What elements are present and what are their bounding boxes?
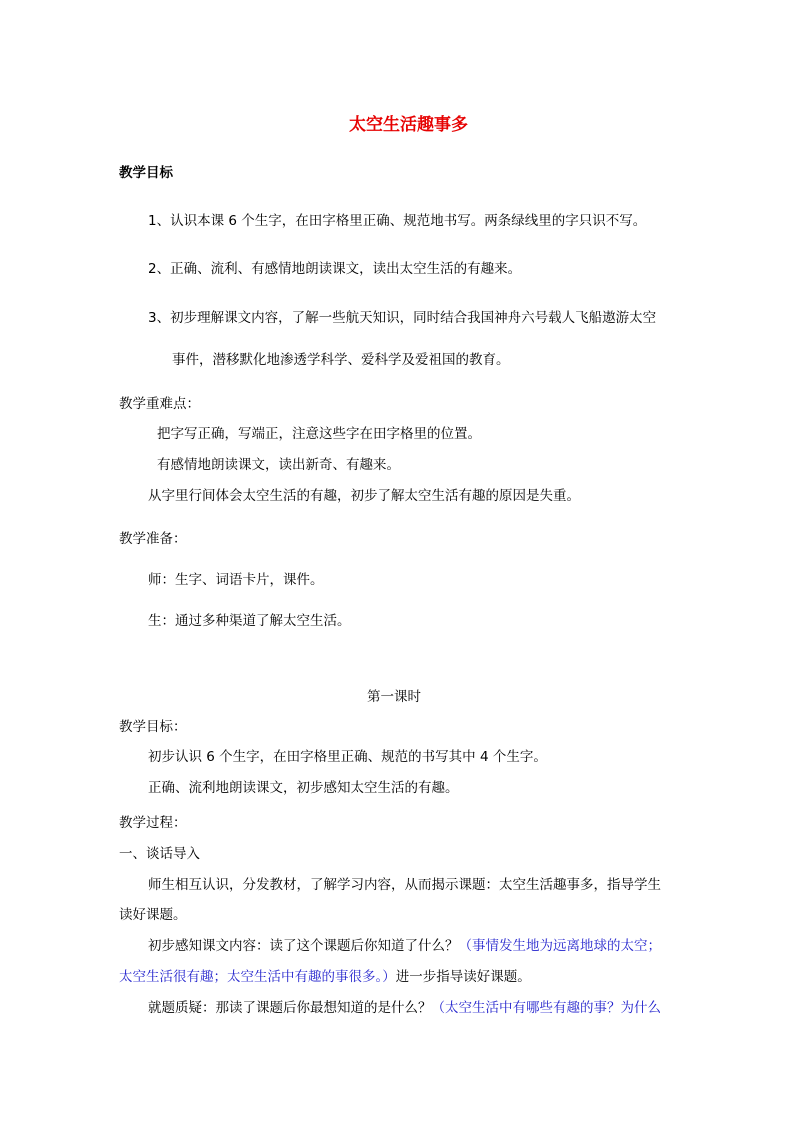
goal-item-2: 2、正确、流利、有感情地朗读课文，读出太空生活的有趣来。	[148, 261, 522, 277]
goals-heading: 教学目标	[119, 165, 173, 181]
key-point-2: 有感情地朗读课文，读出新奇、有趣来。	[157, 457, 400, 473]
paragraph-2-answer-start: （事情发生地为远离地球的太空；	[458, 938, 661, 954]
paragraph-1-line-1: 师生相互认识，分发教材，了解学习内容，从而揭示课题：太空生活趣事多，指导学生	[148, 877, 661, 893]
process-heading: 教学过程：	[119, 815, 187, 831]
lesson-goal-1: 初步认识 6 个生字，在田字格里正确、规范的书写其中 4 个生字。	[148, 749, 547, 765]
paragraph-3-line-1	[148, 999, 661, 1017]
goal-item-3-continued: 事件，潜移默化地渗透学科学、爱科学及爱祖国的教育。	[172, 352, 510, 368]
paragraph-3-question: 就题质疑：那读了课题后你最想知道的是什么？	[148, 1000, 432, 1016]
key-points-heading: 教学重难点：	[119, 396, 200, 412]
paragraph-2-line-1	[148, 937, 661, 955]
lesson-goal-2: 正确、流利地朗读课文，初步感知太空生活的有趣。	[148, 780, 459, 796]
lesson-goals-heading: 教学目标：	[119, 719, 187, 735]
paragraph-2-tail: 进一步指导读好课题。	[395, 969, 531, 985]
prep-teacher: 师：生字、词语卡片，课件。	[148, 572, 324, 588]
prep-student: 生：通过多种渠道了解太空生活。	[148, 613, 351, 629]
section-heading-intro: 一、谈话导入	[119, 846, 200, 862]
goal-item-3: 3、初步理解课文内容，了解一些航天知识，同时结合我国神舟六号载人飞船遨游太空	[148, 310, 657, 326]
paragraph-1-line-2: 读好课题。	[119, 907, 187, 923]
paragraph-3-answer: （太空生活中有哪些有趣的事？为什么	[431, 1000, 661, 1016]
prep-heading: 教学准备：	[119, 531, 187, 547]
key-point-3: 从字里行间体会太空生活的有趣，初步了解太空生活有趣的原因是失重。	[148, 488, 580, 504]
document-title: 太空生活趣事多	[349, 115, 468, 135]
paragraph-2-line-2	[119, 968, 531, 986]
paragraph-2-question: 初步感知课文内容：读了这个课题后你知道了什么？	[148, 938, 459, 954]
lesson-heading: 第一课时	[367, 689, 421, 705]
paragraph-2-answer-end: 太空生活很有趣；太空生活中有趣的事很多。）	[119, 969, 396, 985]
key-point-1: 把字写正确，写端正，注意这些字在田字格里的位置。	[157, 426, 481, 442]
goal-item-1: 1、认识本课 6 个生字，在田字格里正确、规范地书写。两条绿线里的字只识不写。	[148, 213, 647, 229]
